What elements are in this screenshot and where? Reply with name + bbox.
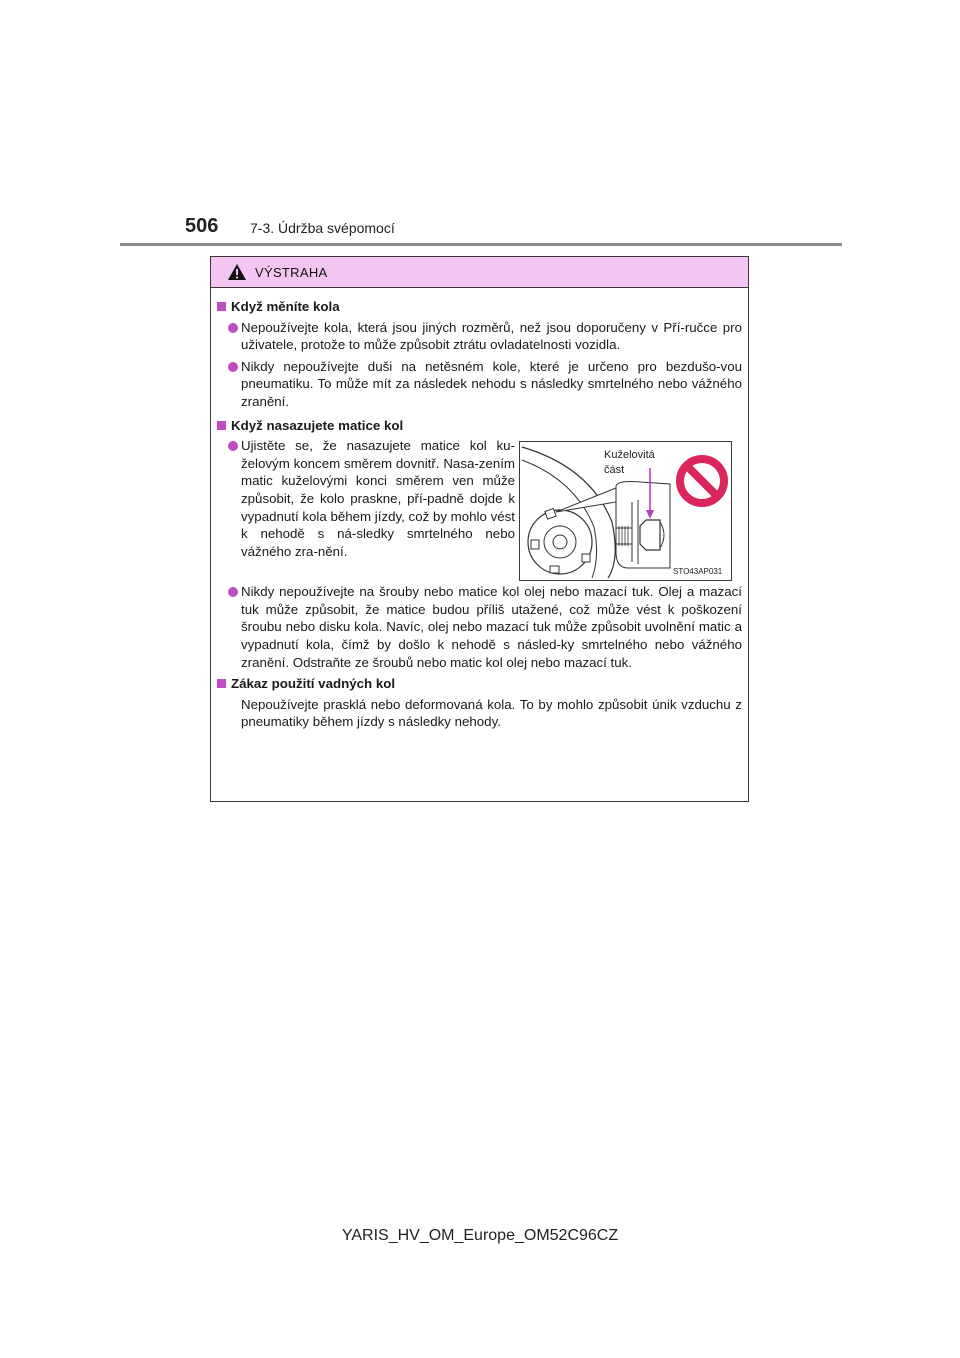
- square-bullet-icon: [217, 679, 226, 688]
- figure-code: STO43AP031: [673, 567, 723, 577]
- round-bullet-icon: [228, 362, 238, 372]
- wheel-nut-illustration: [519, 441, 732, 581]
- header-rule: [120, 243, 842, 246]
- bullet-with-figure: [217, 437, 742, 581]
- round-bullet-icon: [228, 441, 238, 451]
- warning-title: VÝSTRAHA: [255, 264, 328, 280]
- page-number: 506: [185, 215, 219, 237]
- prohibition-sign-icon: [680, 459, 724, 503]
- section-title: 7-3. Údržba svépomocí: [250, 220, 395, 236]
- document-id: YARIS_HV_OM_Europe_OM52C96CZ: [341, 1227, 619, 1244]
- defective-wheels-text: Nepoužívejte prasklá nebo deformovaná kola. To by mohlo způsobit únik vzduchu z pneumatiky během jízdy s následky nehody.: [241, 696, 742, 730]
- bullet-item: Nikdy nepoužívejte na šrouby nebo matice kol olej nebo mazací tuk. Olej a mazací tuk může způsobit, že matice budou příliš utažené, což může vést k poškození šroubu nebo disku kola. Navíc, olej nebo mazací tuk může způsobit uvolnění matic a vypadnutí kola, čímž by došlo k nehodě s násled-ky smrtelného nebo vážného zranění. Odstraňte ze šroubů nebo matic kol olej nebo mazací tuk.: [217, 583, 742, 671]
- warning-box: [210, 256, 749, 802]
- section-heading-changing-wheels: Když měníte kola: [217, 298, 742, 316]
- round-bullet-icon: [228, 587, 238, 597]
- square-bullet-icon: [217, 302, 226, 311]
- square-bullet-icon: [217, 421, 226, 430]
- warning-header: [211, 257, 748, 288]
- round-bullet-icon: [228, 323, 238, 333]
- figure-label-conical-part-2: část: [604, 464, 625, 477]
- figure-label-conical-part: Kuželovitá: [604, 449, 655, 462]
- section-heading-defective-wheels: Zákaz použití vadných kol: [217, 675, 742, 693]
- warning-content: [211, 288, 748, 731]
- bullet-item: Nepoužívejte kola, která jsou jiných rozměrů, než jsou doporučeny v Pří-ručce pro uživatele, protože to může způsobit ztrátu ovladatelnosti vozidla.: [217, 319, 742, 354]
- bullet-item: Ujistěte se, že nasazujete matice kol ku-želovým koncem směrem dovnitř. Nasa-zením matic kuželovými konci směrem ven může způsobit, že kolo praskne, pří-padně dojde k vypadnutí kola během jízdy, což by mohlo vést k nehodě s ná-sledky smrtelného nebo vážného zra-nění.: [217, 437, 515, 560]
- section-heading-wheel-nuts: Když nasazujete matice kol: [217, 417, 742, 435]
- bullet-item: Nikdy nepoužívejte duši na netěsném kole, které je určeno pro bezdušo-vou pneumatiku. To může mít za následek nehodu s následky smrtelného nebo vážného zranění.: [217, 358, 742, 411]
- warning-triangle-icon: [227, 263, 247, 281]
